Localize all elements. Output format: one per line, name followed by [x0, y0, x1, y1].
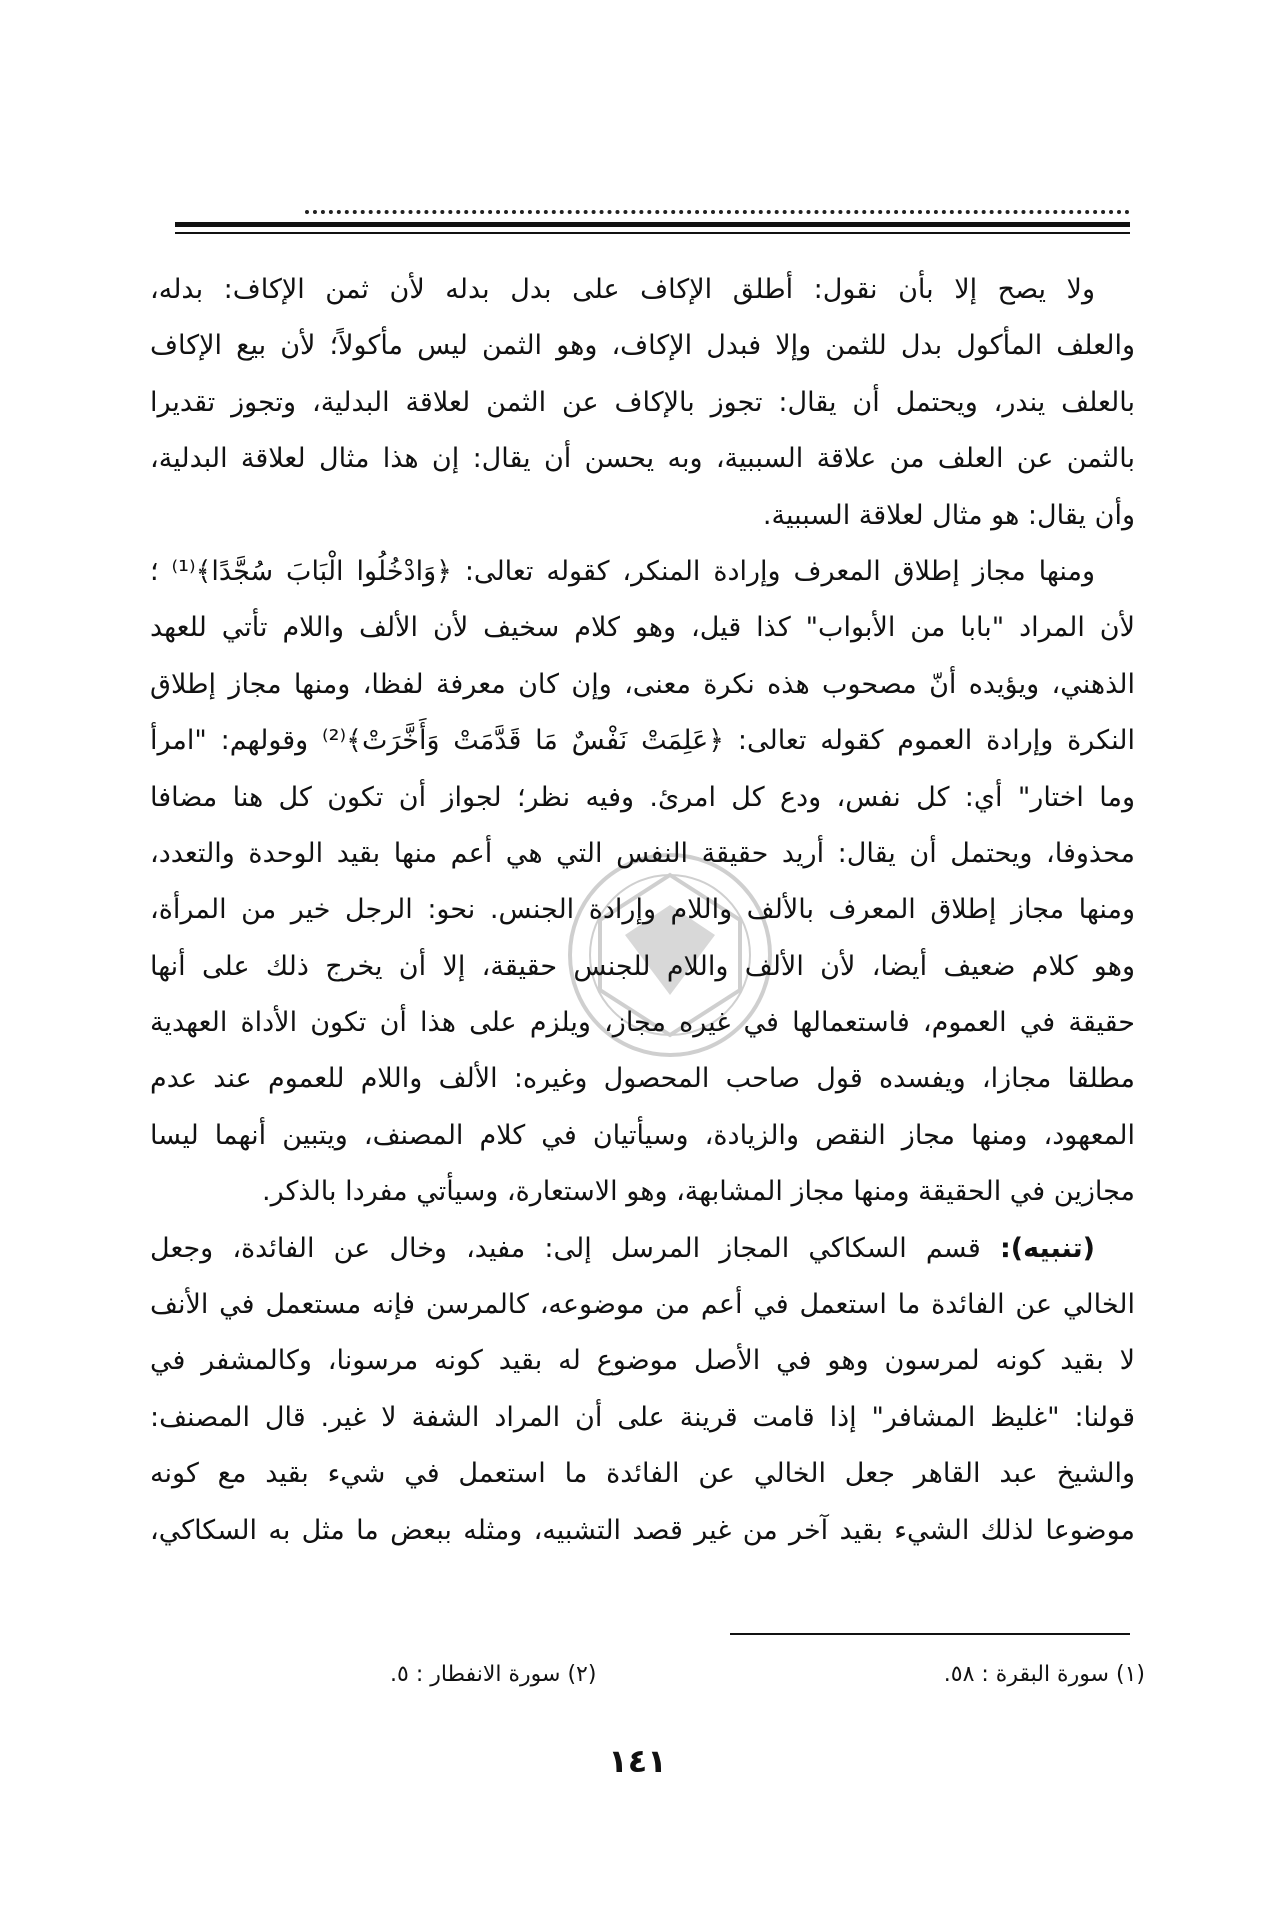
header-dotted-rule — [305, 210, 1130, 214]
text-line: لا بقيد كونه لمرسون وهو في الأصل موضوع له بقيد كونه مرسونا، وكالمشفر في — [150, 1345, 1135, 1377]
text-line: لأن المراد "بابا من الأبواب" كذا قيل، وهو كلام سخيف لأن الألف واللام تأتي للعهد — [150, 612, 1135, 644]
text-line: النكرة وإرادة العموم كقوله تعالى: ﴿عَلِمَتْ نَفْسٌ مَا قَدَّمَتْ وَأَخَّرَتْ﴾⁽²⁾ وقولهم: "امرأ — [150, 725, 1135, 757]
text-line: بالثمن عن العلف من علاقة السببية، وبه يحسن أن يقال: إن هذا مثال لعلاقة البدلية، — [150, 443, 1135, 475]
text-line: مطلقا مجازا، ويفسده قول صاحب المحصول وغيره: الألف واللام للعموم عند عدم — [150, 1063, 1135, 1095]
text-line-note — [150, 1221, 1135, 1277]
text-line: المعهود، ومنها مجاز النقص والزيادة، وسيأتيان في كلام المصنف، ويتبين أنهما ليسا — [150, 1119, 1135, 1151]
text-line: الخالي عن الفائدة ما استعمل في أعم من موضوعه، كالمرسن فإنه مستعمل في الأنف — [150, 1289, 1135, 1321]
note-text: قسم السكاكي المجاز المرسل إلى: مفيد، وخال عن الفائدة، وجعل — [150, 1232, 981, 1264]
text-line: ولا يصح إلا بأن نقول: أطلق الإكاف على بدل بدله لأن ثمن الإكاف: بدله، — [150, 274, 1095, 305]
text-line: محذوفا، ويحتمل أن يقال: أريد حقيقة النفس التي هي أعم منها بقيد الوحدة والتعدد، — [150, 837, 1135, 869]
main-text — [150, 262, 1135, 1559]
text-line: وأن يقال: هو مثال لعلاقة السببية. — [762, 499, 1135, 531]
footnotes — [390, 1660, 1145, 1690]
footnote-1: (١) سورة البقرة : ٥٨. — [943, 1662, 1145, 1687]
text-line: والعلف المأكول بدل للثمن وإلا فبدل الإكاف، وهو الثمن ليس مأكولاً؛ لأن بيع الإكاف — [150, 330, 1135, 362]
page-number: ١٤١ — [608, 1742, 667, 1780]
text-line: قولنا: "غليظ المشافر" إذا قامت قرينة على أن المراد الشفة لا غير. قال المصنف: — [150, 1401, 1135, 1433]
text-line: بالعلف يندر، ويحتمل أن يقال: تجوز بالإكاف عن الثمن لعلاقة البدلية، وتجوز تقديرا — [150, 386, 1135, 418]
text-line: حقيقة في العموم، فاستعمالها في غيره مجاز، ويلزم على هذا أن تكون الأداة العهدية — [150, 1007, 1135, 1039]
text-line: ومنها مجاز إطلاق المعرف بالألف واللام وإرادة الجنس. نحو: الرجل خير من المرأة، — [150, 894, 1135, 926]
text-line: وما اختار" أي: كل نفس، ودع كل امرئ. وفيه نظر؛ لجواز أن تكون كل هنا مضافا — [150, 781, 1135, 813]
text-line: وهو كلام ضعيف أيضا، لأن الألف واللام للجنس حقيقة، إلا أن يخرج ذلك على أنها — [150, 950, 1135, 982]
footnote-2: (٢) سورة الانفطار : ٥. — [390, 1662, 597, 1687]
text-line: موضوعا لذلك الشيء بقيد آخر من غير قصد التشبيه، ومثله ببعض ما مثل به السكاكي، — [150, 1514, 1135, 1546]
text-line: والشيخ عبد القاهر جعل الخالي عن الفائدة ما استعمل في شيء بقيد مع كونه — [150, 1458, 1135, 1490]
text-line: الذهني، ويؤيده أنّ مصحوب هذه نكرة معنى، وإن كان معرفة لفظا، ومنها مجاز إطلاق — [150, 668, 1135, 700]
header-thick-rule — [175, 222, 1130, 227]
header-thin-rule — [175, 232, 1130, 234]
note-label: (تنبيه): — [999, 1232, 1095, 1264]
text-line: ومنها مجاز إطلاق المعرف وإرادة المنكر، كقوله تعالى: ﴿وَادْخُلُوا الْبَابَ سُجَّدًا﴾⁽¹⁾ ؛ — [150, 555, 1095, 587]
footnote-separator — [730, 1633, 1130, 1635]
text-line: مجازين في الحقيقة ومنها مجاز المشابهة، وهو الاستعارة، وسيأتي مفردا بالذكر. — [262, 1176, 1135, 1208]
